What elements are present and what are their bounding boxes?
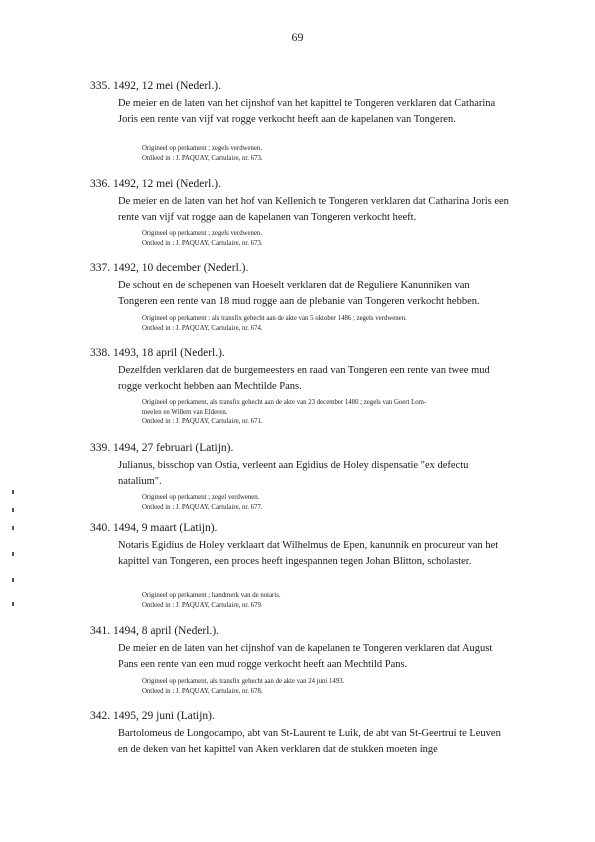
entry-notes (142, 493, 512, 512)
note-line: Origineel op perkament ; zegel verdwenen. (142, 494, 260, 501)
page-number: 69 (291, 30, 304, 44)
entry-heading: 335. 1492, 12 mei (Nederl.). (90, 80, 221, 92)
entry-notes (142, 677, 512, 696)
entry-summary: De meier en de laten van het cijnshof van de kapelanen te Tongeren verklaren dat August Pans een rente van een mud rogge verkocht heeft aan Mechtild Pans. (118, 643, 493, 670)
entry-heading: 339. 1494, 27 februari (Latijn). (90, 442, 234, 454)
entry-summary: Bartolomeus de Longocampo, abt van St-Laurent te Luik, de abt van St-Geertrui te Leuven en de deken van het kapittel van Aken verklaren dat de stukken moeten inge (118, 728, 501, 755)
entry-heading: 341. 1494, 8 april (Nederl.). (90, 625, 220, 637)
note-line: Ontleed in : J. PAQUAY, Cartulaire, nr. 677. (142, 503, 263, 511)
note-line: Ontleed in : J. PAQUAY, Cartulaire, nr. 673. (142, 239, 263, 247)
note-line: Origineel op perkament, als transfix gehecht aan de akte van 24 juni 1493. (142, 678, 345, 685)
entry-summary: De meier en de laten van het cijnshof van het kapittel te Tongeren verklaren dat Catharina Joris een rente van vijf vat rogge verkocht heeft aan de kapelanen van Tongeren. (118, 98, 496, 125)
entry-summary: De schout en de schepenen van Hoeselt verklaren dat de Reguliere Kanunniken van Tongeren een rente van 18 mud rogge aan de plebanie van Tongeren verkocht hebben. (118, 280, 480, 307)
note-line: Ontleed in : J. PAQUAY, Cartulaire, nr. 679. (142, 601, 263, 609)
entry-summary: Dezelfden verklaren dat de burgemeesters en raad van Tongeren een rente van twee mud rogge verkocht hebben aan Mechtilde Pans. (118, 365, 490, 392)
entry-notes (142, 229, 512, 248)
note-line: Ontleed in : J. PAQUAY, Cartulaire, nr. 674. (142, 324, 263, 332)
note-line: meelen en Willem van Elderen. (142, 408, 228, 416)
entry-heading: 336. 1492, 12 mei (Nederl.). (90, 178, 221, 190)
entry-notes (142, 314, 512, 333)
note-line: Origineel op perkament ; handmerk van de notaris. (142, 592, 281, 599)
note-line: Origineel op perkament ; zegels verdwenen. (142, 230, 263, 237)
entry-summary: Notaris Egidius de Holey verklaart dat Wilhelmus de Epen, kanunnik en procureur van het kapittel van Tongeren, een proces heeft ingespannen tegen Johan Blitton, scholaster. (118, 540, 499, 567)
entry-heading: 340. 1494, 9 maart (Latijn). (90, 522, 218, 534)
note-line: Origineel op perkament : als transfix gehecht aan de akte van 5 oktober 1486 ; zegels verdwenen. (142, 315, 407, 322)
note-line: Onlleed in : J. PAQUAY, Cartulaire, nr. 673. (142, 154, 263, 162)
note-line: Origineel op perkament, als transfix gehecht aan de akte van 23 december 1480 ; zegels van Goert Lom- (142, 399, 427, 406)
entry-summary: De meier en de laten van het hof van Kellenich te Tongeren verklaren dat Catharina Joris een rente van vijf vat rogge aan de kapelanen van Tongeren verkocht heeft. (118, 196, 509, 223)
entry-notes (142, 398, 512, 427)
entry-notes (142, 144, 512, 163)
entry-heading: 337. 1492, 10 december (Nederl.). (90, 262, 249, 274)
entry-notes (142, 591, 512, 610)
scan-margin-marks (10, 490, 16, 610)
entry-summary: Julianus, bisschop van Ostia, verleent aan Egidius de Holey dispensatie "ex defectu natalium". (118, 460, 469, 487)
note-line: Origineel op perkament ; zegels verdwenen. (142, 145, 263, 152)
note-line: Ontleed in : J. PAQUAY, Cartulaire, nr. 678. (142, 687, 263, 695)
entry-heading: 338. 1493, 18 april (Nederl.). (90, 347, 225, 359)
note-line: Ontleed in : J. PAQUAY, Cartulaire, nr. 671. (142, 418, 263, 425)
entry-heading: 342. 1495, 29 juni (Latijn). (90, 710, 215, 722)
